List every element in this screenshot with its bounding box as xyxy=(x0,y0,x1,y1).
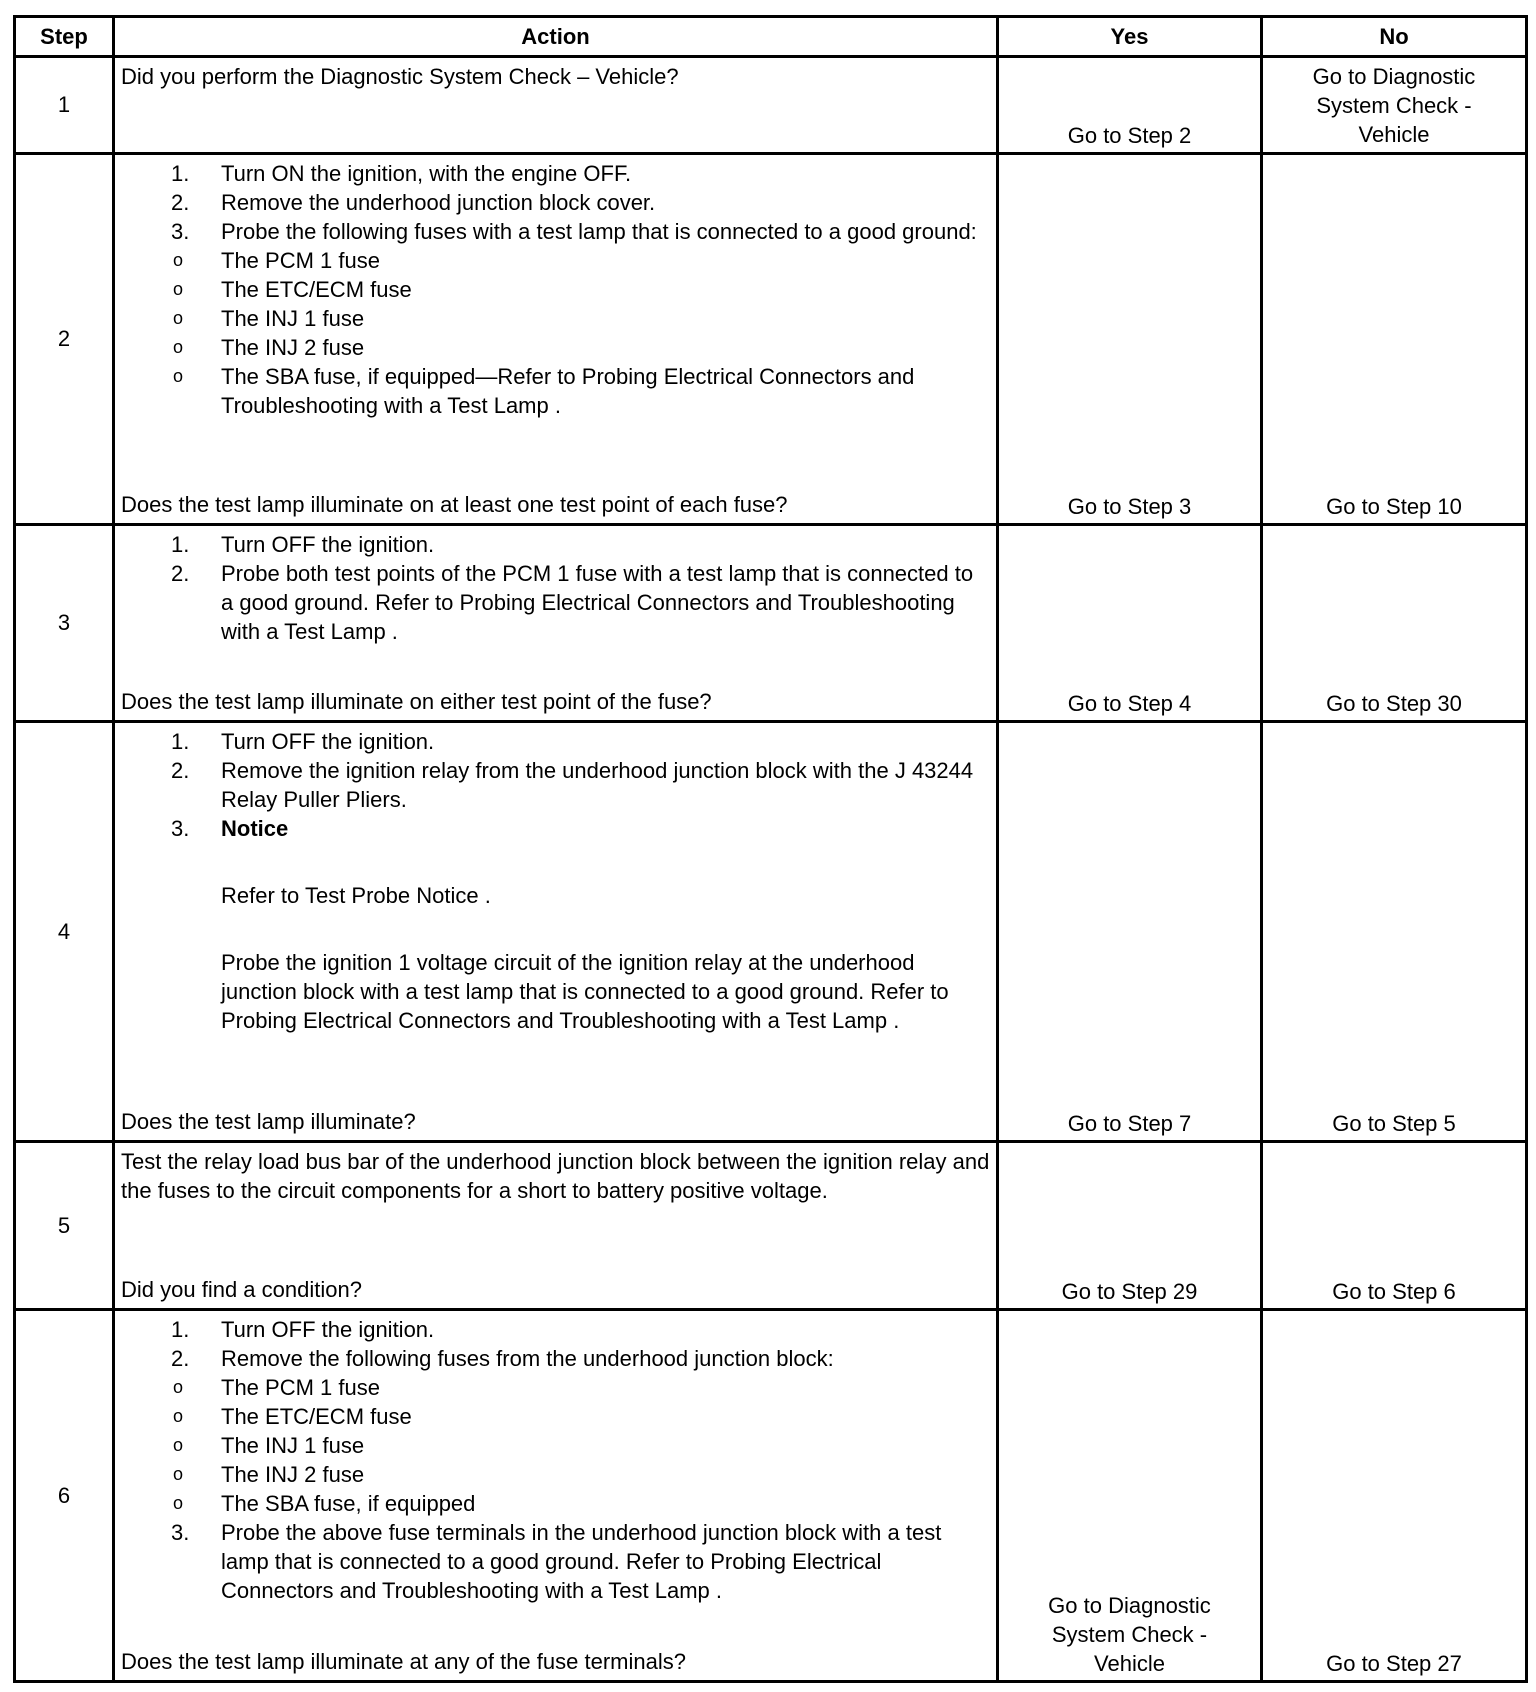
bullet-icon: o xyxy=(173,1434,184,1455)
action-question: Does the test lamp illuminate? xyxy=(121,1108,416,1134)
action-question: Did you find a condition? xyxy=(121,1276,362,1302)
header-action: Action xyxy=(114,17,998,57)
step-number: 4 xyxy=(15,721,114,1141)
no-link[interactable]: Go to Step 10 xyxy=(1262,153,1527,524)
list-item: 1. Turn ON the ignition, with the engine OFF. xyxy=(171,160,632,186)
action-cell xyxy=(114,1141,998,1309)
yes-link[interactable]: Go to Step 7 xyxy=(998,721,1262,1141)
list-item: 3. Notice Refer to Test Probe Notice . Probe the ignition 1 voltage circuit of the ignition relay at the underhood junction block with a test lamp that is connected to a good ground. Refer to Probing Electrical Connectors and Troubleshooting with a Test Lamp . xyxy=(121,814,990,1035)
action-cell xyxy=(114,721,998,1141)
yes-link[interactable]: Go to Step 2 xyxy=(998,57,1262,154)
action-question: Does the test lamp illuminate on either test point of the fuse? xyxy=(121,688,712,714)
list-item: 1. Turn OFF the ignition. xyxy=(171,1316,435,1342)
step-number: 1 xyxy=(15,57,114,154)
sub-list-item: o The INJ 2 fuse xyxy=(173,1461,365,1487)
step-number: 3 xyxy=(15,524,114,721)
header-no: No xyxy=(1262,17,1527,57)
bullet-icon: o xyxy=(173,278,184,299)
yes-link[interactable]: Go to Step 3 xyxy=(998,153,1262,524)
bullet-icon: o xyxy=(173,1376,184,1397)
sub-list-item: o The INJ 1 fuse xyxy=(173,305,365,331)
bullet-icon: o xyxy=(173,365,184,386)
list-item: 2. Remove the ignition relay from the underhood junction block with the J 43244 Relay Puller Pliers. xyxy=(171,757,974,812)
notice-heading: Notice xyxy=(221,815,289,841)
action-cell xyxy=(114,524,998,721)
yes-link[interactable]: Go to Diagnostic System Check - Vehicle xyxy=(998,1309,1262,1681)
list-item: 2. Remove the following fuses from the underhood junction block: o The PCM 1 fuse o The ETC/ECM fuse o The INJ 1 fuse o The INJ 2 fuse o The SBA fuse, if equipped xyxy=(121,1344,990,1518)
table-row xyxy=(15,1309,1527,1681)
diagnostic-table-container xyxy=(13,15,1525,1683)
header-row xyxy=(15,17,1527,57)
list-item: 2. Probe both test points of the PCM 1 fuse with a test lamp that is connected to a good ground. Refer to Probing Electrical Connectors and Troubleshooting with a Test Lamp . xyxy=(171,560,974,644)
bullet-icon: o xyxy=(173,1463,184,1484)
table-row xyxy=(15,57,1527,154)
no-link[interactable]: Go to Step 30 xyxy=(1262,524,1527,721)
no-link[interactable]: Go to Step 6 xyxy=(1262,1141,1527,1309)
bullet-icon: o xyxy=(173,307,184,328)
sub-list-item: o The PCM 1 fuse xyxy=(173,247,380,273)
list-item: 3. Probe the above fuse terminals in the underhood junction block with a test lamp that is connected to a good ground. Refer to Probing Electrical Connectors and Troubleshooting with a Test Lamp . xyxy=(171,1519,942,1603)
list-item: 2. Remove the underhood junction block cover. xyxy=(171,189,656,215)
action-cell xyxy=(114,57,998,154)
list-item: 1. Turn OFF the ignition. xyxy=(171,728,435,754)
sub-list-item: o The PCM 1 fuse xyxy=(173,1374,380,1400)
list-item: 3. Probe the following fuses with a test lamp that is connected to a good ground: o The PCM 1 fuse o The ETC/ECM fuse o The INJ 1 fuse o The INJ 2 fuse o The SBA fuse, if equipped—Refer to Probing Electrical Connectors and Troubleshooting with a Test Lamp . xyxy=(121,217,990,420)
action-question: Did you perform the Diagnostic System Check – Vehicle? xyxy=(121,64,679,89)
action-question: Does the test lamp illuminate at any of the fuse terminals? xyxy=(121,1649,686,1674)
action-cell xyxy=(114,1309,998,1681)
no-link[interactable]: Go to Diagnostic System Check - Vehicle xyxy=(1262,57,1527,154)
yes-link[interactable]: Go to Step 29 xyxy=(998,1141,1262,1309)
yes-link[interactable]: Go to Step 4 xyxy=(998,524,1262,721)
table-row xyxy=(15,1141,1527,1309)
sub-list-item: o The SBA fuse, if equipped xyxy=(173,1490,476,1516)
action-instruction: Test the relay load bus bar of the underhood junction block between the ignition relay and the fuses to the circuit components for a short to battery positive voltage. xyxy=(121,1148,990,1203)
bullet-icon: o xyxy=(173,1492,184,1513)
no-link[interactable]: Go to Step 5 xyxy=(1262,721,1527,1141)
action-question: Does the test lamp illuminate on at least one test point of each fuse? xyxy=(121,491,788,517)
table-row xyxy=(15,153,1527,524)
notice-reference: Refer to Test Probe Notice . xyxy=(221,882,491,908)
step-number: 2 xyxy=(15,153,114,524)
header-step: Step xyxy=(15,17,114,57)
sub-list-item: o The ETC/ECM fuse xyxy=(173,276,412,302)
bullet-icon: o xyxy=(173,249,184,270)
header-yes: Yes xyxy=(998,17,1262,57)
no-link[interactable]: Go to Step 27 xyxy=(1262,1309,1527,1681)
sub-list-item: o The INJ 2 fuse xyxy=(173,334,365,360)
sub-list-item: o The INJ 1 fuse xyxy=(173,1432,365,1458)
notice-body: Probe the ignition 1 voltage circuit of the ignition relay at the underhood junction block with a test lamp that is connected to a good ground. Refer to Probing Electrical Connectors and Troubleshooting with a Test Lamp . xyxy=(221,949,949,1033)
table-row xyxy=(15,524,1527,721)
bullet-icon: o xyxy=(173,336,184,357)
sub-list-item: o The SBA fuse, if equipped—Refer to Probing Electrical Connectors and Troubleshooting with a Test Lamp . xyxy=(173,363,915,418)
action-cell xyxy=(114,153,998,524)
table-row xyxy=(15,721,1527,1141)
diagnostic-table xyxy=(13,15,1528,1683)
list-item: 1. Turn OFF the ignition. xyxy=(171,531,435,557)
step-number: 5 xyxy=(15,1141,114,1309)
sub-list-item: o The ETC/ECM fuse xyxy=(173,1403,412,1429)
bullet-icon: o xyxy=(173,1405,184,1426)
step-number: 6 xyxy=(15,1309,114,1681)
